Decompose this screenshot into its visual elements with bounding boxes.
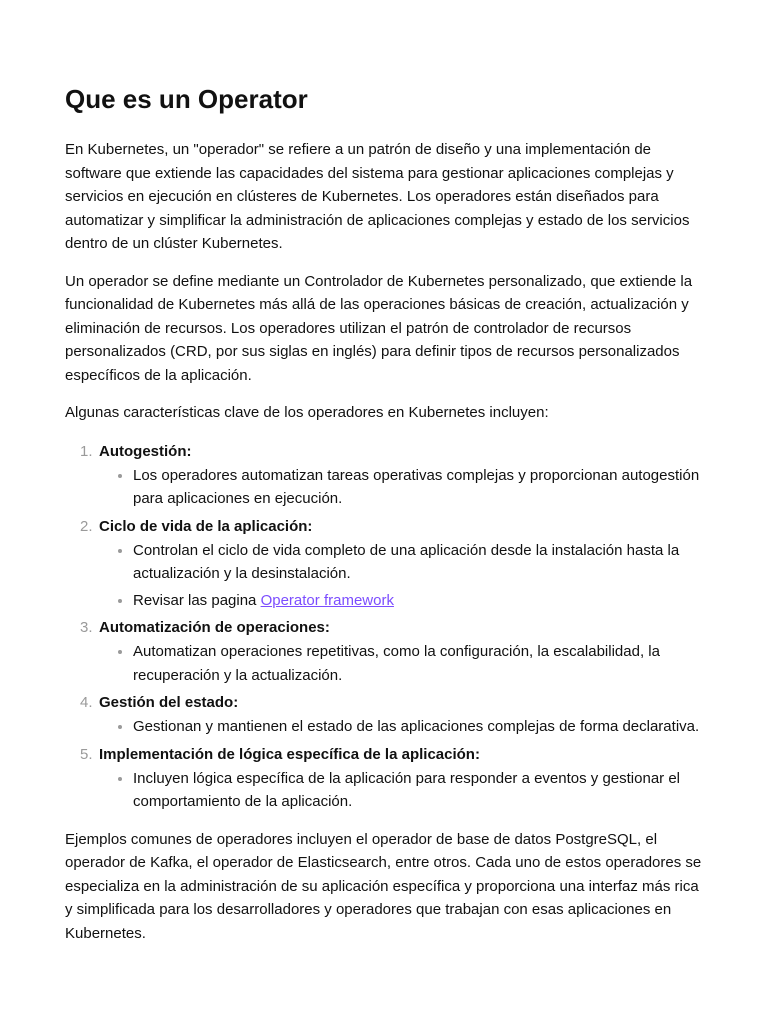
- bullet-item: [99, 464, 708, 511]
- bullet-item: [99, 539, 708, 586]
- feature-title: Ciclo de vida de la aplicación:: [99, 517, 313, 535]
- list-number: 3.: [80, 619, 93, 636]
- bullet-dot-icon: [118, 650, 122, 654]
- feature-title: Implementación de lógica específica de la aplicación:: [99, 745, 480, 763]
- bullet-list: [99, 539, 708, 613]
- bullet-item: [99, 640, 708, 687]
- intro-paragraph-3: Algunas características clave de los operadores en Kubernetes incluyen:: [65, 404, 549, 421]
- bullet-item: [99, 715, 708, 739]
- feature-item: [65, 439, 708, 511]
- bullet-item: [99, 767, 708, 814]
- feature-item: [65, 615, 708, 687]
- list-number: 2.: [80, 517, 93, 535]
- page-title: Que es un Operator: [65, 84, 308, 114]
- list-number: 4.: [80, 694, 93, 711]
- bullet-dot-icon: [118, 474, 122, 478]
- bullet-text: Gestionan y mantienen el estado de las aplicaciones complejas de forma declarativa.: [133, 718, 700, 735]
- feature-item: [65, 690, 708, 739]
- operator-framework-link[interactable]: Operator framework: [260, 591, 394, 609]
- bullet-text: Los operadores automatizan tareas operativas complejas y proporcionan autogestión para aplicaciones en ejecución.: [133, 466, 700, 507]
- bullet-dot-icon: [118, 725, 122, 729]
- bullet-text: Revisar las pagina: [133, 591, 261, 609]
- bullet-list: [99, 715, 708, 739]
- intro-paragraph-2: Un operador se define mediante un Controlador de Kubernetes personalizado, que extiende la funcionalidad de Kubernetes más allá de las operaciones básicas de creación, actualización y eliminación de recursos. Los operadores utilizan el patrón de controlador de recursos personalizados (CRD, por sus siglas en inglés) para definir tipos de recursos personalizados específicos de la aplicación.: [65, 272, 693, 384]
- feature-item: [65, 742, 708, 814]
- list-number: 5.: [80, 745, 93, 763]
- bullet-list: [99, 640, 708, 687]
- feature-title: Autogestión:: [99, 442, 192, 460]
- features-list: [65, 439, 708, 814]
- intro-paragraph-1: En Kubernetes, un "operador" se refiere a un patrón de diseño y una implementación de software que extiende las capacidades del sistema para gestionar aplicaciones complejas y servicios en ejecución en clústeres de Kubernetes. Los operadores están diseñados para automatizar y simplificar la administración de aplicaciones complejas y estado de los servicios dentro de un clúster Kubernetes.: [65, 141, 690, 252]
- closing-paragraph: Ejemplos comunes de operadores incluyen el operador de base de datos PostgreSQL, el operador de Kafka, el operador de Elasticsearch, entre otros. Cada uno de estos operadores se especializa en la administración de su aplicación específica y proporciona una interfaz más rica y simplificada para los desarrolladores y operadores que trabajan con esas aplicaciones en Kubernetes.: [65, 830, 702, 942]
- bullet-dot-icon: [118, 549, 122, 553]
- bullet-list: [99, 464, 708, 511]
- feature-title: Gestión del estado:: [99, 694, 239, 711]
- bullet-list: [99, 767, 708, 814]
- bullet-dot-icon: [118, 777, 122, 781]
- bullet-dot-icon: [118, 599, 122, 603]
- list-number: 1.: [80, 442, 93, 460]
- bullet-text: Automatizan operaciones repetitivas, como la configuración, la escalabilidad, la recuperación y la actualización.: [133, 643, 660, 684]
- bullet-item: [99, 589, 708, 613]
- bullet-text: Controlan el ciclo de vida completo de una aplicación desde la instalación hasta la actualización y la desinstalación.: [133, 541, 680, 582]
- bullet-text: Incluyen lógica específica de la aplicación para responder a eventos y gestionar el comportamiento de la aplicación.: [133, 769, 681, 810]
- feature-item: [65, 514, 708, 613]
- feature-title: Automatización de operaciones:: [99, 619, 330, 636]
